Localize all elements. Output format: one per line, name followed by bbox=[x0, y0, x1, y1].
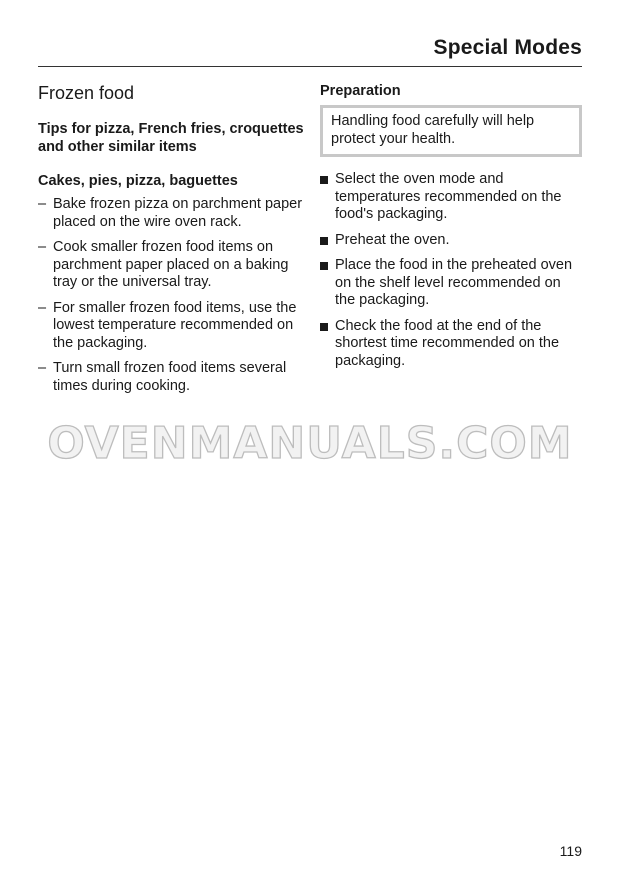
preparation-heading: Preparation bbox=[320, 83, 401, 99]
square-bullet-icon bbox=[320, 237, 328, 245]
watermark: OVENMANUALS.COM bbox=[47, 418, 573, 469]
list-item bbox=[38, 300, 304, 353]
list-item bbox=[38, 360, 304, 395]
tips-heading: Tips for pizza, French fries, croquettes and other similar items bbox=[38, 121, 304, 155]
list-item-text: Place the food in the preheated oven on the shelf level recommended on the packaging. bbox=[335, 257, 573, 308]
left-column bbox=[38, 82, 304, 403]
square-bullet-icon bbox=[320, 176, 328, 184]
list-item bbox=[38, 196, 304, 231]
list-item-text: Check the food at the end of the shortest time recommended on the packaging. bbox=[335, 317, 560, 369]
list-item-text: Select the oven mode and temperatures recommended on the food's packaging. bbox=[335, 171, 562, 222]
list-item bbox=[320, 318, 582, 371]
steps-list bbox=[320, 171, 582, 370]
header-divider bbox=[38, 66, 582, 67]
dash-bullet: – bbox=[38, 360, 47, 376]
list-item-text: For smaller frozen food items, use the lowest temperature recommended on the packaging. bbox=[53, 299, 297, 351]
list-item-text: Preheat the oven. bbox=[335, 231, 450, 248]
square-bullet-icon bbox=[320, 323, 328, 331]
list-item bbox=[320, 171, 582, 224]
page-header-title: Special Modes bbox=[433, 36, 582, 59]
right-column bbox=[320, 82, 582, 378]
list-item bbox=[320, 257, 582, 310]
tips-list bbox=[38, 196, 304, 395]
list-item-text: Turn small frozen food items several times during cooking. bbox=[53, 360, 287, 394]
list-item bbox=[38, 239, 304, 292]
list-item-text: Cook smaller frozen food items on parchment paper placed on a baking tray or the universal tray. bbox=[53, 239, 289, 290]
square-bullet-icon bbox=[320, 262, 328, 270]
warning-box: Handling food carefully will help protect your health. bbox=[320, 105, 582, 157]
sub-heading: Cakes, pies, pizza, baguettes bbox=[38, 173, 238, 189]
page-number: 119 bbox=[559, 843, 582, 859]
section-title: Frozen food bbox=[38, 83, 135, 103]
list-item-text: Bake frozen pizza on parchment paper placed on the wire oven rack. bbox=[53, 196, 303, 230]
dash-bullet: – bbox=[38, 196, 47, 212]
dash-bullet: – bbox=[38, 299, 47, 316]
dash-bullet: – bbox=[38, 239, 47, 255]
list-item bbox=[320, 232, 582, 250]
